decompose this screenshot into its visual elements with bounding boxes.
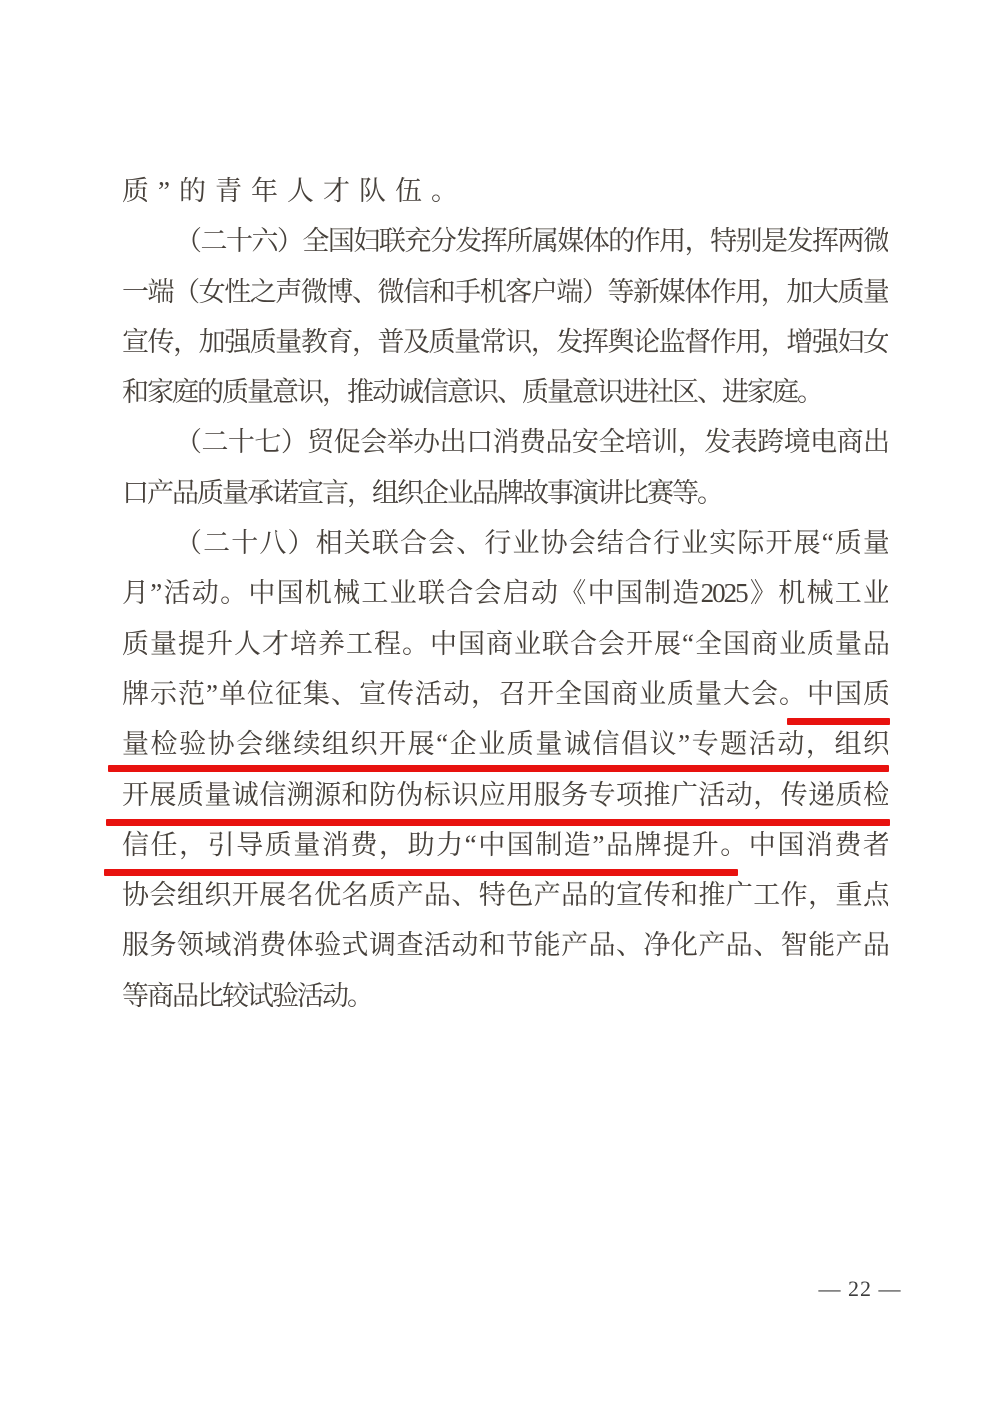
text-line-6: （二十七）贸促会举办出口消费品安全培训，发表跨境电商出	[175, 427, 888, 458]
document-body	[122, 166, 888, 1021]
text-line-5: 和家庭的质量意识，推动诚信意识、质量意识进社区、进家庭。	[122, 377, 822, 408]
text-line-8: （二十八）相关联合会、行业协会结合行业实际开展“质量	[175, 528, 888, 559]
text-line-4: 宣传，加强质量教育，普及质量常识，发挥舆论监督作用，增强妇女	[122, 326, 888, 357]
text-line-9: 月”活动。中国机械工业联合会启动《中国制造2025》机械工业	[122, 578, 888, 609]
text-line-16: 服务领域消费体验式调查活动和节能产品、净化产品、智能产品	[122, 930, 888, 961]
text-line-3: 一端（女性之声微博、微信和手机客户端）等新媒体作用，加大质量	[122, 276, 888, 307]
text-line-17: 等商品比较试验活动。	[122, 980, 372, 1011]
red-underline-segment-2	[108, 765, 889, 772]
text-line-2: （二十六）全国妇联充分发挥所属媒体的作用，特别是发挥两微	[175, 226, 888, 257]
text-line-10: 质量提升人才培养工程。中国商业联合会开展“全国商业质量品	[122, 628, 888, 659]
red-underline-segment-3	[106, 819, 890, 826]
red-underline-segment-4	[104, 869, 738, 876]
text-line-1: 质”的青年人才队伍。	[122, 176, 467, 206]
text-line-13: 开展质量诚信溯源和防伪标识应用服务专项推广活动，传递质检	[122, 779, 888, 810]
text-line-11: 牌示范”单位征集、宣传活动，召开全国商业质量大会。中国质	[122, 678, 888, 709]
text-line-14: 信任，引导质量消费，助力“中国制造”品牌提升。中国消费者	[122, 829, 888, 860]
text-line-15: 协会组织开展名优名质产品、特色产品的宣传和推广工作，重点	[122, 880, 888, 911]
red-underline-segment-1	[787, 718, 890, 725]
text-line-12: 量检验协会继续组织开展“企业质量诚信倡议”专题活动，组织	[122, 729, 888, 760]
text-line-7: 口产品质量承诺宣言，组织企业品牌故事演讲比赛等。	[122, 477, 722, 508]
page-number: — 22 —	[818, 1276, 902, 1301]
